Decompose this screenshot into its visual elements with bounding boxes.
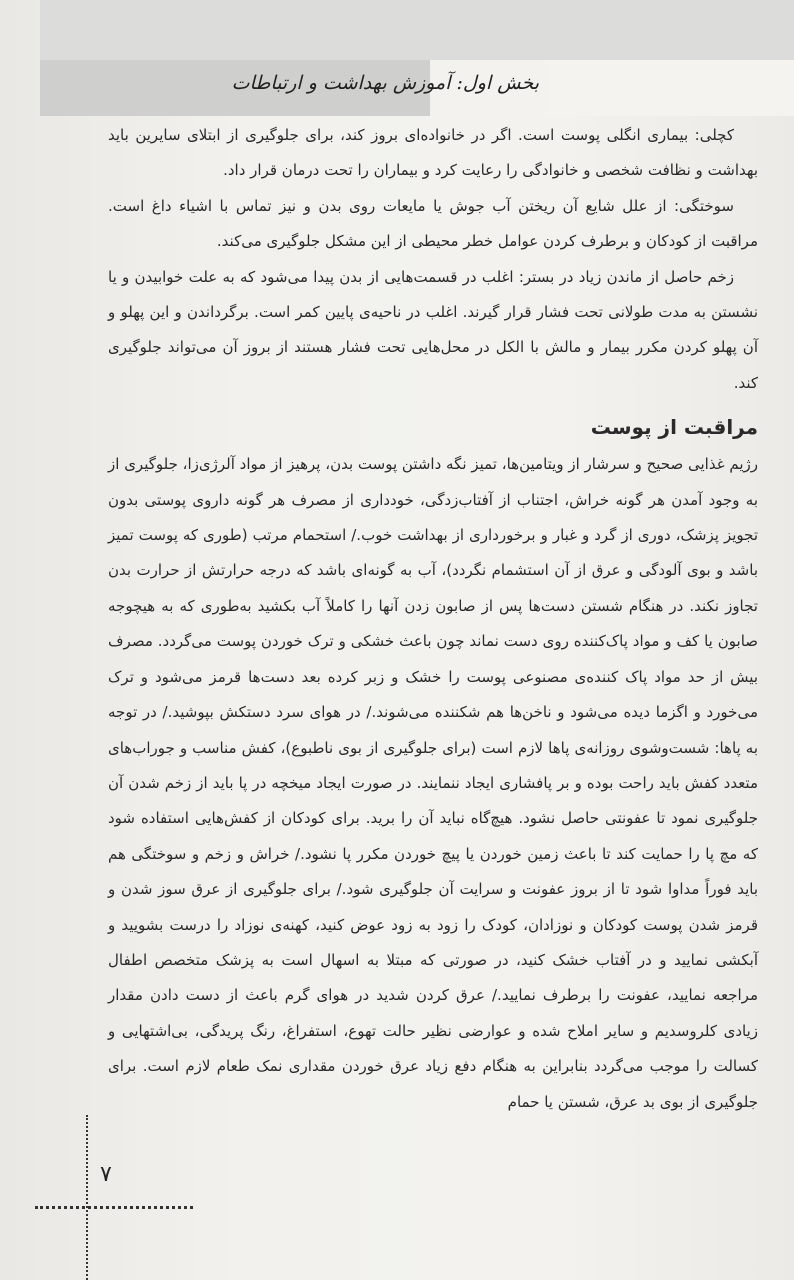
paragraph-skin-care: رژیم غذایی صحیح و سرشار از ویتامین‌ها، تمیز نگه داشتن پوست بدن، پرهیز از مواد آلرژی‌زا، جلوگیری از به وجود آمدن هر گونه خراش، اجتناب از آفتاب‌زدگی، خودداری از مصرف هر گونه داروی پوستی بدون تجویز پزشک، دوری از گرد و غبار و برخورداری از بهداشت خوب./ استحمام مرتب (طوری که پوست تمیز باشد و بوی آلودگی و عرق از آن استشمام نگردد)، آب به گونه‌ای باشد که درجه حرارتش از حرارت بدن تجاوز نکند. در هنگام شستن دست‌ها پس از صابون زدن آنها را کاملاً آب بکشید به‌طوری که به هیچوجه صابون یا کف و مواد پاک‌کننده روی دست نماند چون باعث خشکی و ترک خوردن پوست می‌گردد. مصرف بیش از حد مواد پاک کننده‌ی مصنوعی پوست را خشک و زبر کرده بعد دست‌ها قرمز می‌شود و ترک می‌خورد و اگزما دیده می‌شود و ناخن‌ها هم شکننده می‌شوند./ در هوای سرد دستکش بپوشید./ در توجه به پاها: شست‌وشوی روزانه‌ی پاها لازم است (برای جلوگیری از بوی ناطبوع)، کفش مناسب و جوراب‌های متعدد کفش باید راحت بوده و بر پافشاری ایجاد ننمایند. در صورت ایجاد میخچه در پا باید از زخم شدن آن جلوگیری نمود تا عفونتی حاصل نشود. هیچ‌گاه نباید آن را برید. برای کودکان از کفش‌هایی استفاده شود که مچ پا را حمایت کند تا باعث زمین خوردن یا پیچ خوردن مکرر پا نشود./ خراش و زخم و سوختگی هم باید فوراً مداوا شود تا از بروز عفونت و سرایت آن جلوگیری شود./ برای جلوگیری از عرق سوز شدن و قرمز شدن پوست کودکان و نوزادان، کودک را زود به زود عوض کنید، کهنه‌ی نوزاد را درست بشویید و آبکشی نمایید و در آفتاب خشک کنید، در صورتی که مبتلا به اسهال است به پزشک متخصص اطفال مراجعه نمایید، عفونت را برطرف نمایید./ عرق کردن شدید در هوای گرم باعث از دست دادن مقدار زیادی کلروسدیم و سایر املاح شده و عوارضی نظیر حالت تهوع، استفراغ، رنگ پریدگی، بی‌اشتهایی و کسالت را موجب می‌گردد بنابراین به هنگام دفع زیاد عرق خوردن مقداری نمک طعام لازم است. برای جلوگیری از بوی بد عرق، شستن یا حمام bbox=[108, 455, 758, 1111]
header-title: بخش اول: آموزش بهداشت و ارتباطات bbox=[231, 72, 539, 94]
running-header bbox=[40, 60, 794, 116]
paragraph-bedsores: زخم حاصل از ماندن زیاد در بستر: اغلب در قسمت‌هایی از بدن پیدا می‌شود که به علت خوابیدن و یا نشستن به مدت طولانی تحت فشار قرار گیرند. اغلب در ناحیه‌ی پایین کمر است. برگرداندن و این پهلو و آن پهلو کردن مکرر بیمار و مالش با الکل در محل‌هایی تحت فشار هستند از بروز آن می‌تواند جلوگیری کند. bbox=[108, 267, 758, 392]
dotted-horizontal-rule bbox=[35, 1206, 193, 1209]
header-band bbox=[40, 0, 794, 60]
paragraph-burns: سوختگی: از علل شایع آن ریختن آب جوش یا مایعات روی بدن و نیز تماس با اشیاء داغ است. مراقبت از کودکان و برطرف کردن عوامل خطر محیطی از این مشکل جلوگیری می‌کند. bbox=[108, 196, 758, 251]
dotted-vertical-rule bbox=[86, 1115, 88, 1280]
page-number: ۷ bbox=[100, 1162, 112, 1187]
body-text bbox=[108, 118, 758, 1120]
paragraph-ringworm: کچلی: بیماری انگلی پوست است. اگر در خانواده‌ای بروز کند، برای جلوگیری از ابتلای سایرین باید بهداشت و نظافت شخصی و خانوادگی را رعایت کرد و بیماران را تحت درمان قرار داد. bbox=[108, 126, 758, 180]
header-light-bar bbox=[546, 60, 794, 116]
section-heading: مراقبت از پوست bbox=[590, 415, 758, 440]
